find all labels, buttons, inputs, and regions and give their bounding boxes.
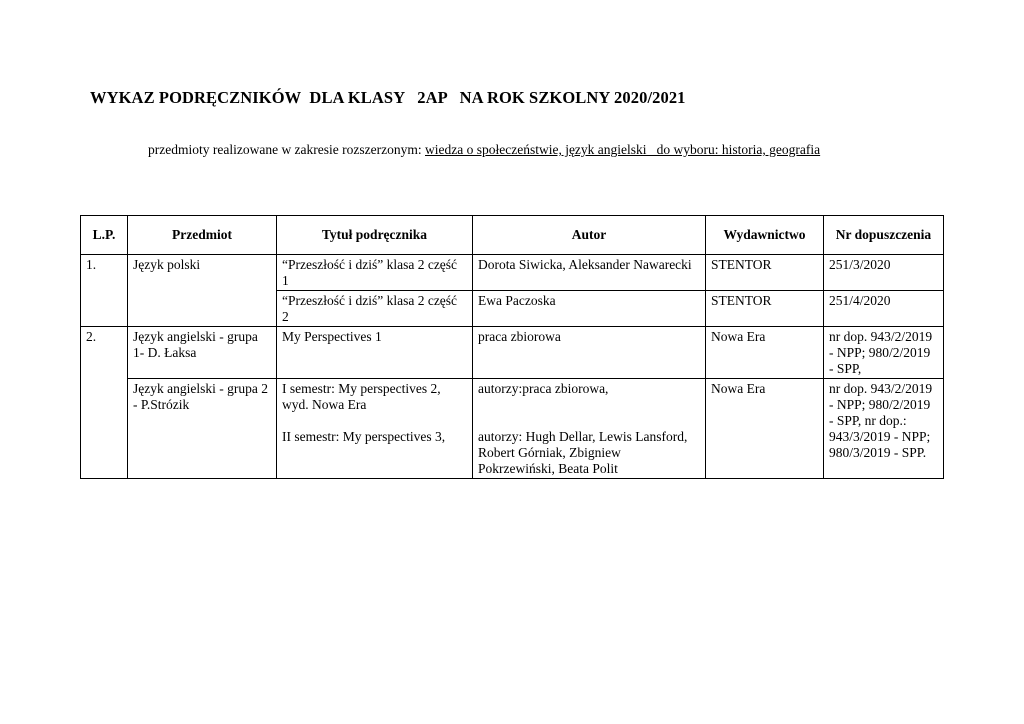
cell-approval-no: nr dop. 943/2/2019 - NPP; 980/2/2019 - SPP, nr dop.: 943/3/2019 - NPP; 980/3/2019 - SPP.: [824, 379, 944, 479]
header-book-title: Tytuł podręcznika: [277, 216, 473, 255]
cell-publisher: STENTOR: [706, 291, 824, 327]
header-subject: Przedmiot: [128, 216, 277, 255]
author-semester-2: autorzy: Hugh Dellar, Lewis Lansford, Robert Górniak, Zbigniew Pokrzewiński, Beata Polit: [478, 429, 688, 476]
cell-author: Dorota Siwicka, Aleksander Nawarecki: [473, 255, 706, 291]
cell-book-title: My Perspectives 1: [277, 327, 473, 379]
header-author: Autor: [473, 216, 706, 255]
subtitle-subjects: wiedza o społeczeństwie, język angielski do wyboru: historia, geografia: [425, 142, 821, 157]
cell-author: [473, 379, 706, 479]
header-approval-no: Nr dopuszczenia: [824, 216, 944, 255]
cell-book-title: “Przeszłość i dziś” klasa 2 część 2: [277, 291, 473, 327]
cell-lp: 1.: [81, 255, 128, 327]
cell-author: praca zbiorowa: [473, 327, 706, 379]
book-title-semester-2: II semestr: My perspectives 3,: [282, 429, 446, 444]
header-publisher: Wydawnictwo: [706, 216, 824, 255]
cell-approval-no: nr dop. 943/2/2019 - NPP; 980/2/2019 - SPP,: [824, 327, 944, 379]
table-row: [81, 379, 944, 479]
cell-book-title: [277, 379, 473, 479]
cell-publisher: STENTOR: [706, 255, 824, 291]
subtitle-prefix: przedmioty realizowane w zakresie rozszerzonym:: [148, 142, 425, 157]
author-semester-1: autorzy:praca zbiorowa,: [478, 381, 609, 396]
cell-subject: Język angielski - grupa 2 - P.Strózik: [128, 379, 277, 479]
textbook-table: [80, 215, 944, 479]
book-title-semester-1: I semestr: My perspectives 2, wyd. Nowa Era: [282, 381, 441, 412]
document-title: WYKAZ PODRĘCZNIKÓW DLA KLASY 2AP NA ROK SZKOLNY 2020/2021: [90, 88, 686, 107]
cell-subject: Język polski: [128, 255, 277, 327]
header-lp: L.P.: [81, 216, 128, 255]
cell-subject: Język angielski - grupa 1- D. Łaksa: [128, 327, 277, 379]
cell-publisher: Nowa Era: [706, 327, 824, 379]
cell-publisher: Nowa Era: [706, 379, 824, 479]
cell-lp: 2.: [81, 327, 128, 479]
table-row: [81, 327, 944, 379]
cell-approval-no: 251/4/2020: [824, 291, 944, 327]
subtitle: [148, 142, 820, 158]
table-row: [81, 255, 944, 291]
table-header-row: [81, 216, 944, 255]
cell-book-title: “Przeszłość i dziś” klasa 2 część 1: [277, 255, 473, 291]
cell-approval-no: 251/3/2020: [824, 255, 944, 291]
cell-author: Ewa Paczoska: [473, 291, 706, 327]
